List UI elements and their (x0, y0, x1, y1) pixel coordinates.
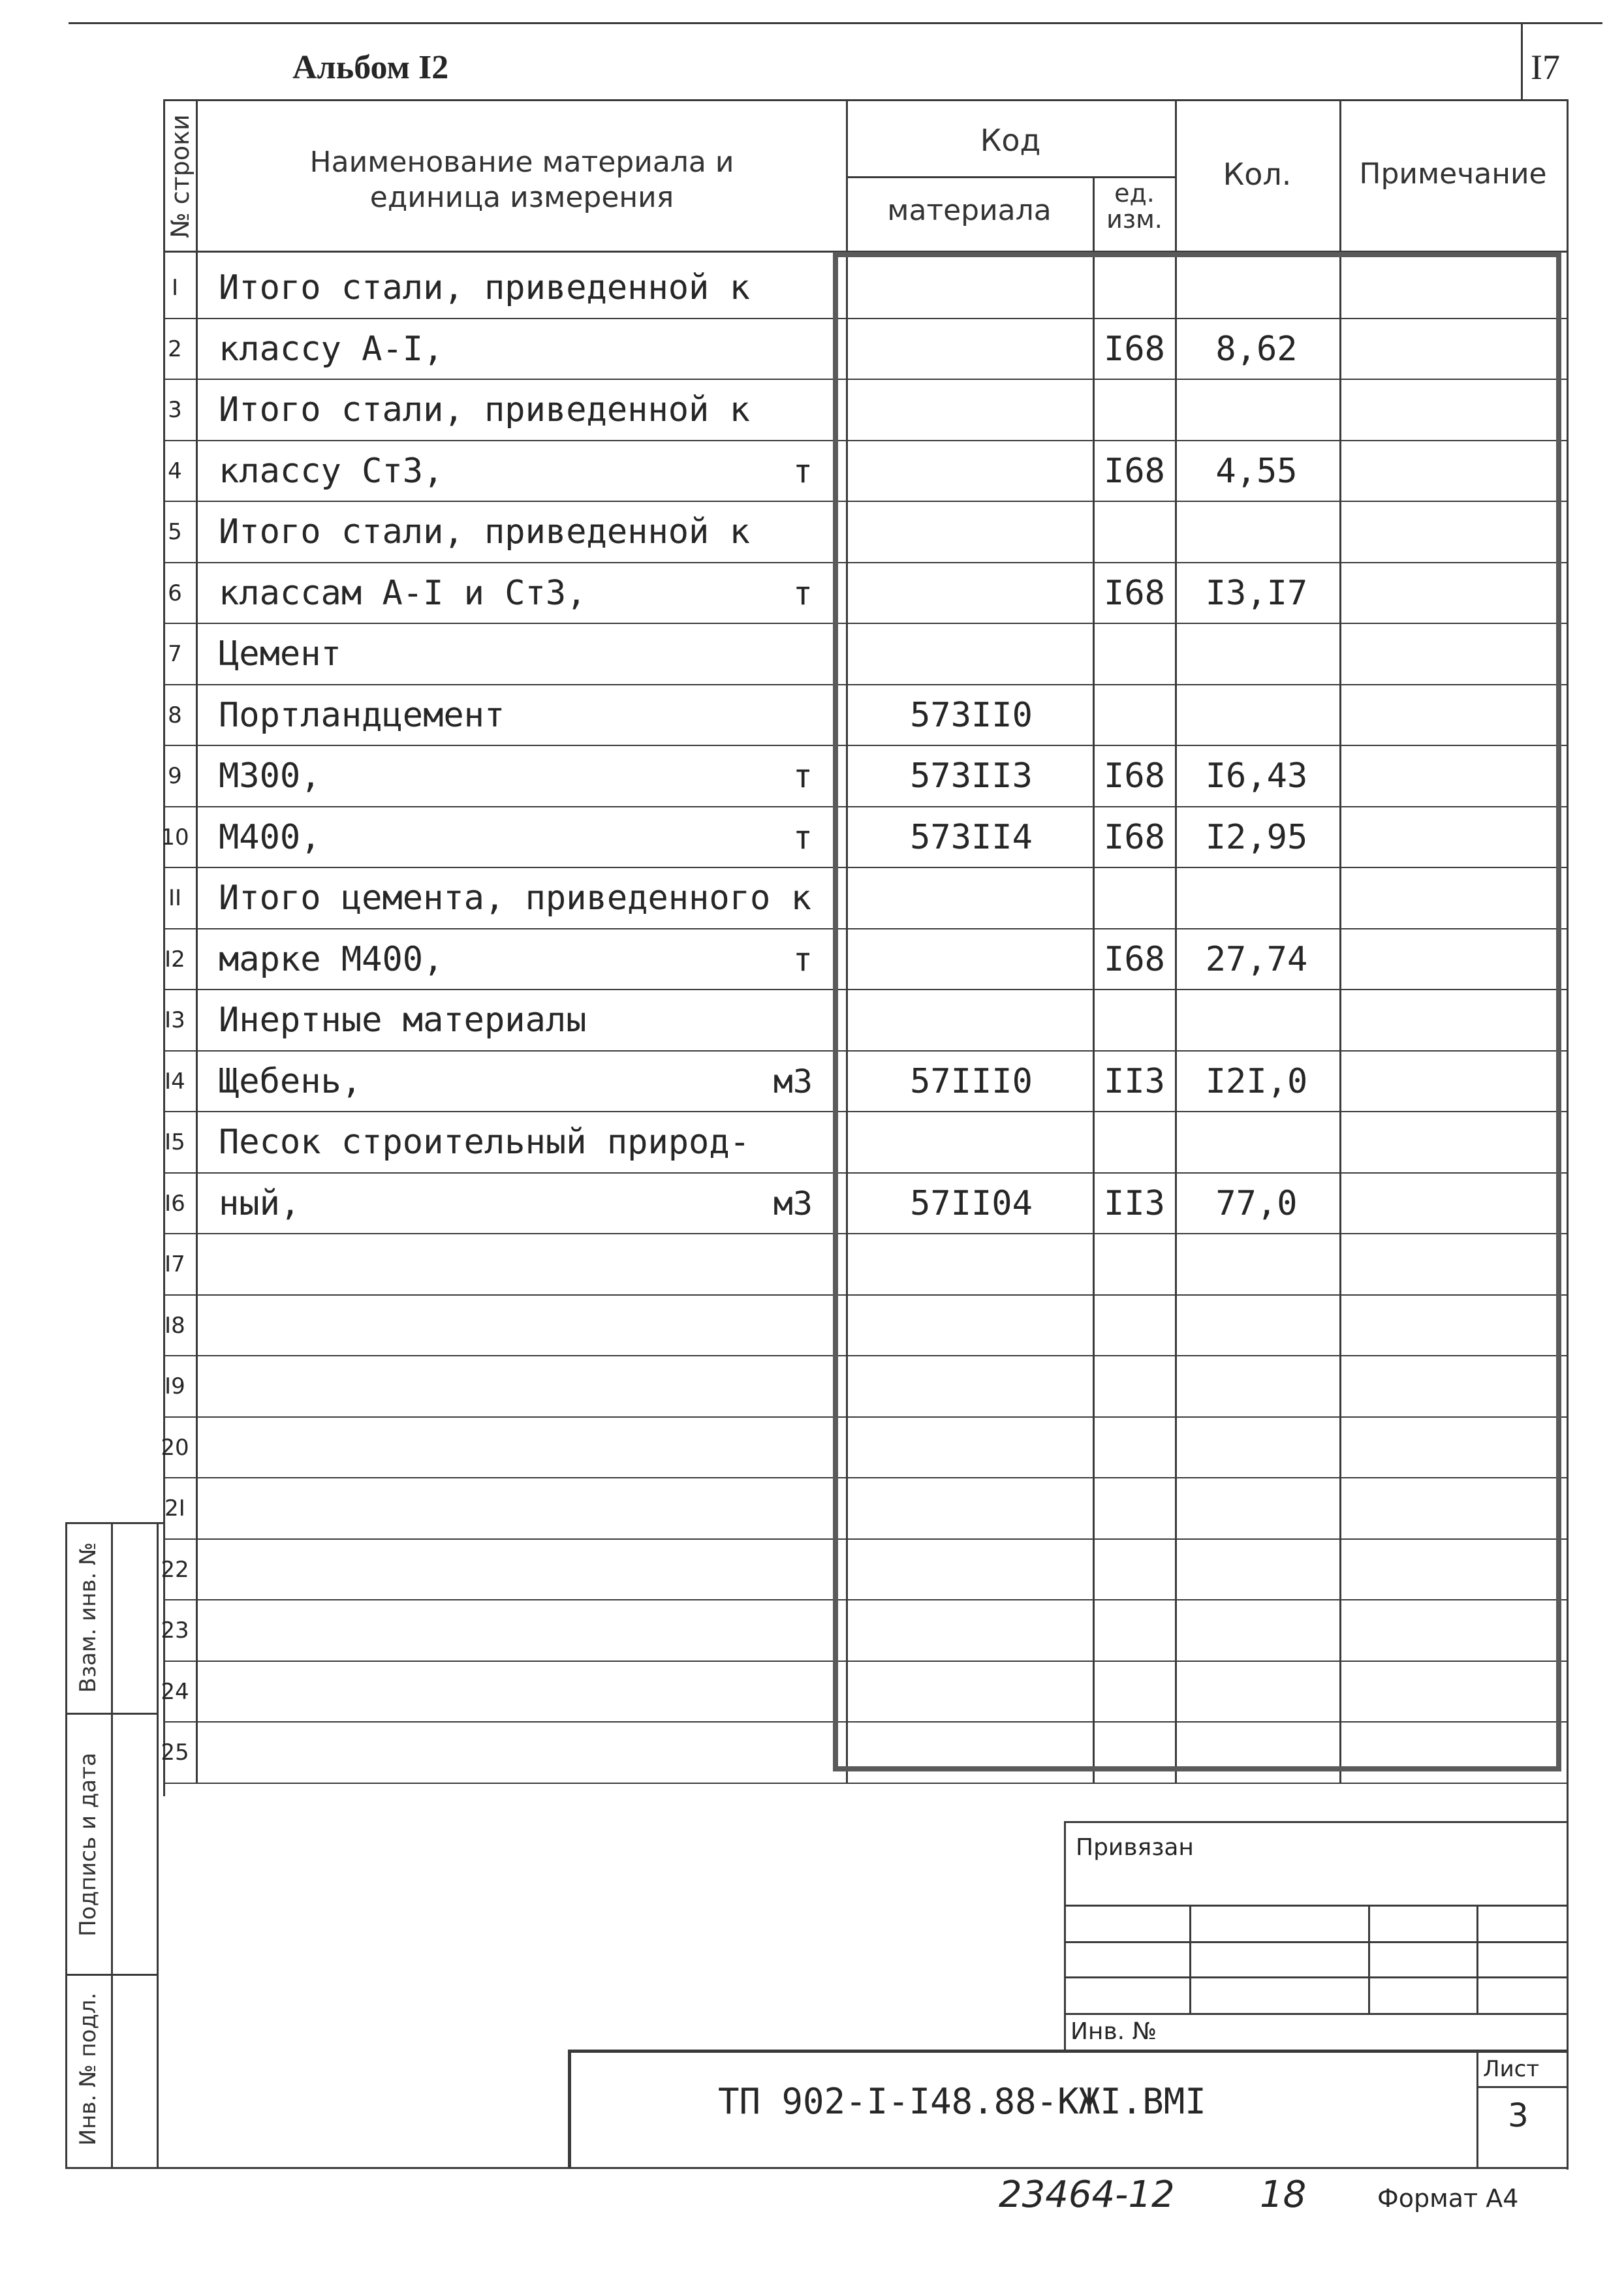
material-name: Итого стали, приведенной к (219, 512, 750, 552)
unit-code (1094, 1600, 1175, 1661)
unit-of-measure (773, 257, 813, 319)
top-border (69, 22, 1602, 24)
unit-code (1094, 379, 1175, 441)
unit-of-measure: т (792, 819, 813, 856)
stamp-inv-podl: Инв. № подл. (75, 1992, 101, 2146)
unit-of-measure: т (792, 757, 813, 795)
stamp-podpis: Подпись и дата (75, 1753, 101, 1937)
unit-of-measure (773, 1600, 813, 1661)
unit-of-measure: м3 (773, 1063, 813, 1100)
unit-code (1094, 501, 1175, 563)
header-name: Наименование материала и единица измерения (309, 146, 734, 214)
unit-of-measure (773, 685, 813, 746)
doc-code: ТП 902-I-I48.88-КЖI.ВМI (718, 2081, 1206, 2122)
unit-code (1094, 623, 1175, 685)
unit-of-measure: т (792, 574, 813, 612)
unit-of-measure (773, 1417, 813, 1478)
header-qty: Кол. (1223, 157, 1292, 192)
material-code (847, 563, 1095, 624)
material-name: М300, (219, 757, 321, 796)
unit-code (1094, 257, 1175, 319)
unit-code: I68 (1104, 330, 1165, 369)
tb-line (1064, 1976, 1567, 1978)
unit-code (1094, 1722, 1175, 1783)
unit-of-measure (773, 1478, 813, 1539)
page-number: I7 (1531, 48, 1560, 87)
material-code (847, 1356, 1095, 1417)
format-label: Формат А4 (1377, 2184, 1519, 2213)
material-name: марке М400, (219, 940, 444, 979)
unit-code: I68 (1104, 940, 1165, 979)
quantity: I2,95 (1205, 818, 1308, 857)
quantity: 27,74 (1205, 940, 1308, 979)
row-number: 9 (168, 763, 182, 789)
unit-of-measure: т (792, 941, 813, 978)
tb-line (1064, 1905, 1567, 1907)
quantity (1175, 257, 1338, 319)
material-code (847, 1295, 1095, 1356)
tb-line (1476, 2050, 1478, 2168)
unit-code (1094, 1539, 1175, 1600)
tb-line (1189, 1905, 1191, 2013)
material-code (847, 623, 1095, 685)
row-number: I8 (164, 1313, 185, 1339)
quantity (1175, 1112, 1338, 1173)
quantity (1175, 990, 1338, 1051)
material-code: 57III0 (910, 1062, 1033, 1101)
unit-code (1094, 990, 1175, 1051)
row-number: 2I (164, 1495, 185, 1521)
header-note: Примечание (1359, 157, 1547, 191)
unit-of-measure: т (792, 452, 813, 490)
row-number: 23 (161, 1617, 189, 1644)
quantity (1175, 1234, 1338, 1295)
unit-code: II3 (1104, 1062, 1165, 1101)
material-name: Песок строительный природ- (219, 1123, 750, 1162)
row-number: II (168, 885, 182, 911)
tb-line (1064, 1821, 1567, 1823)
material-name: М400, (219, 818, 321, 857)
material-name: классу А-I, (219, 330, 444, 369)
row-number: 2 (168, 336, 182, 362)
row-number: 5 (168, 519, 182, 545)
unit-of-measure (773, 1722, 813, 1783)
material-code (847, 1234, 1095, 1295)
unit-code: I68 (1104, 818, 1165, 857)
row-number: 4 (168, 458, 182, 484)
quantity: I3,I7 (1205, 574, 1308, 613)
material-code (847, 501, 1095, 563)
frame-line (1567, 99, 1569, 2170)
unit-of-measure (773, 379, 813, 441)
page-number-divider (1521, 22, 1523, 101)
material-code (847, 929, 1095, 990)
quantity (1175, 1600, 1338, 1661)
frame-line (163, 99, 1567, 101)
quantity (1175, 1661, 1338, 1723)
inv-no-label: Инв. № (1070, 2018, 1157, 2045)
material-code (847, 319, 1095, 380)
quantity (1175, 379, 1338, 441)
album-title: Альбом I2 (292, 49, 449, 86)
unit-code (1094, 1295, 1175, 1356)
quantity (1175, 1295, 1338, 1356)
material-code (847, 1661, 1095, 1723)
unit-code: I68 (1104, 757, 1165, 796)
header-row-no: № строки (166, 114, 195, 238)
row-number: 22 (161, 1557, 189, 1583)
header-divider (846, 176, 1175, 178)
material-code: 57II04 (910, 1184, 1033, 1223)
quantity (1175, 1539, 1338, 1600)
stamp-line (65, 1522, 67, 2168)
handwritten-number-2: 18 (1260, 2174, 1307, 2216)
unit-code (1094, 685, 1175, 746)
stamp-line (65, 1713, 157, 1715)
material-code (847, 1478, 1095, 1539)
material-name: Портландцемент (219, 696, 505, 735)
unit-of-measure (773, 1234, 813, 1295)
row-number: I (171, 275, 179, 301)
material-name: Инертные материалы (219, 1001, 587, 1040)
row-number: I6 (164, 1191, 185, 1217)
unit-of-measure (773, 1661, 813, 1723)
unit-code (1094, 1112, 1175, 1173)
privyazan-label: Привязан (1076, 1834, 1194, 1861)
material-name: классам А-I и Ст3, (219, 574, 587, 613)
header-unit: ед. изм. (1106, 179, 1163, 234)
material-code (847, 1417, 1095, 1478)
unit-of-measure (773, 1356, 813, 1417)
quantity: 8,62 (1215, 330, 1298, 369)
tb-line (1064, 2013, 1567, 2015)
material-name: классу Ст3, (219, 452, 444, 491)
material-name: ный, (219, 1184, 301, 1223)
unit-code: I68 (1104, 574, 1165, 613)
material-code: 573II0 (910, 696, 1033, 735)
unit-of-measure (773, 1112, 813, 1173)
tb-line (1368, 1905, 1370, 2013)
quantity (1175, 1478, 1338, 1539)
sheet-number: 3 (1508, 2097, 1529, 2134)
material-name: Итого цемента, приведенного к (219, 879, 811, 918)
tb-line (1064, 1821, 1066, 2051)
unit-of-measure (773, 990, 813, 1051)
unit-of-measure (773, 1295, 813, 1356)
unit-of-measure (773, 319, 813, 380)
tb-line (1064, 1941, 1567, 1943)
unit-code: II3 (1104, 1184, 1165, 1223)
row-number: I2 (164, 946, 185, 973)
row-number: 6 (168, 580, 182, 606)
row-number: I3 (164, 1007, 185, 1033)
unit-code: I68 (1104, 452, 1165, 491)
tb-line (1476, 2086, 1567, 2088)
quantity: 4,55 (1215, 452, 1298, 491)
sheet-label: Лист (1483, 2056, 1540, 2082)
material-code (847, 441, 1095, 502)
material-code (847, 257, 1095, 319)
material-name: Итого стали, приведенной к (219, 390, 750, 429)
unit-code (1094, 1234, 1175, 1295)
row-number: 3 (168, 397, 182, 423)
material-code (847, 1112, 1095, 1173)
row-number: 8 (168, 702, 182, 728)
quantity (1175, 1722, 1338, 1783)
row-number: I9 (164, 1373, 185, 1399)
unit-code (1094, 1356, 1175, 1417)
quantity (1175, 623, 1338, 685)
unit-of-measure (773, 623, 813, 685)
quantity: 77,0 (1215, 1184, 1298, 1223)
quantity (1175, 1356, 1338, 1417)
quantity: I2I,0 (1205, 1062, 1308, 1101)
quantity (1175, 501, 1338, 563)
unit-of-measure: м3 (773, 1185, 813, 1223)
material-code: 573II4 (910, 818, 1033, 857)
material-code (847, 990, 1095, 1051)
quantity (1175, 1417, 1338, 1478)
material-name: Итого стали, приведенной к (219, 268, 750, 307)
unit-code (1094, 1661, 1175, 1723)
unit-code (1094, 1478, 1175, 1539)
row-number: 7 (168, 641, 182, 667)
tb-line (1476, 1905, 1478, 2013)
material-code (847, 1722, 1095, 1783)
quantity: I6,43 (1205, 757, 1308, 796)
row-number: 20 (161, 1435, 189, 1461)
row-number: I4 (164, 1069, 185, 1095)
unit-of-measure (773, 501, 813, 563)
material-code: 573II3 (910, 757, 1033, 796)
quantity (1175, 685, 1338, 746)
stamp-line (111, 1522, 113, 2168)
unit-code (1094, 867, 1175, 929)
header-material: материала (887, 194, 1052, 227)
material-code (847, 1600, 1095, 1661)
stamp-vzam: Взам. инв. № (75, 1542, 101, 1693)
quantity (1175, 867, 1338, 929)
row-number: I7 (164, 1251, 185, 1277)
row-number: 25 (161, 1739, 189, 1766)
header-code: Код (980, 123, 1041, 158)
col-line-rowno (196, 251, 198, 1783)
material-code (847, 867, 1095, 929)
material-code (847, 1539, 1095, 1600)
material-name: Щебень, (219, 1062, 362, 1101)
handwritten-number: 23464-12 (999, 2174, 1175, 2216)
unit-code (1094, 1417, 1175, 1478)
row-number: I5 (164, 1129, 185, 1155)
unit-of-measure (773, 867, 813, 929)
stamp-line (157, 1522, 159, 2168)
material-name: Цемент (219, 634, 341, 674)
material-code (847, 379, 1095, 441)
row-number: 24 (161, 1679, 189, 1705)
row-number: 10 (161, 824, 189, 850)
unit-of-measure (773, 1539, 813, 1600)
